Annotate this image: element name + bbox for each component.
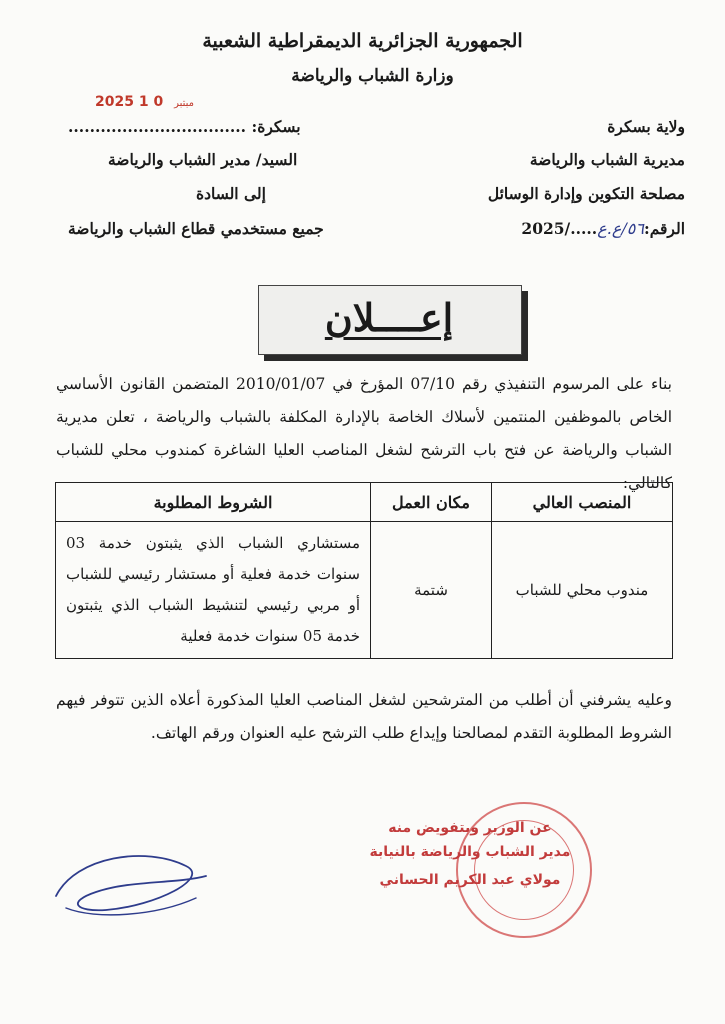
cell-place: شتمة [371,522,492,659]
republic-header: الجمهورية الجزائرية الديمقراطية الشعبية [202,30,523,52]
handwritten-signature [36,836,226,926]
reference-label: الرقم: [643,219,685,238]
reference-number [521,219,685,238]
date-stamp-day: 0 1 [138,94,164,110]
announcement-title: إعــــلان [324,295,454,340]
sender-wilaya: ولاية بسكرة [607,117,685,136]
place-date-line: بسكرة: ................................. [68,117,301,136]
date-stamp-year: 2025 [95,94,134,110]
signature-line-3: مولاي عبد الكريم الحساني [379,872,561,888]
signature-line-2: مدير الشباب والرياضة بالنيابة [369,844,571,860]
date-stamp [95,94,200,110]
header-conditions: الشروط المطلوبة [56,483,371,522]
table-row [56,522,673,659]
sender-service: مصلحة التكوين وإدارة الوسائل [487,184,685,203]
table-header-row [56,483,673,522]
ministry-header: وزارة الشباب والرياضة [291,66,454,86]
closing-paragraph: وعليه يشرفني أن أطلب من المترشحين لشغل المناصب العليا المذكورة أعلاه الذين تتوفر فيهم الشروط المطلوبة التقدم لمصالحنا وإيداع طلب الترشح عليه العنوان ورقم الهاتف. [56,691,672,742]
date-stamp-month: مبتبر [174,98,195,109]
signature-line-1: عن الوزير وبتفويض منه [388,820,552,836]
posts-table [55,482,673,659]
to-line: إلى السادة [196,184,266,203]
cell-conditions: مستشاري الشباب الذي يثبتون خدمة 03 سنوات خدمة فعلية أو مستشار رئيسي للشباب أو مربي رئيسي لتنشيط الشباب الذي يثبتون خدمة 05 سنوات خدمة فعلية [56,522,371,659]
from-line: السيد/ مدير الشباب والرياضة [108,150,298,169]
sender-directorate: مديرية الشباب والرياضة [529,150,685,169]
header-post: المنصب العالي [492,483,673,522]
cell-post: مندوب محلي للشباب [492,522,673,659]
reference-handwritten: ٥٦/ع.ع [597,219,644,238]
intro-paragraph: بناء على المرسوم التنفيذي رقم 07/10 المؤرخ في 2010/01/07 المتضمن القانون الأساسي الخاص بالموظفين المنتمين لأسلاك الخاصة بالإدارة المكلفة بالشباب والرياضة ، تعلن مديرية الشباب والرياضة عن فتح باب الترشح لشغل المناصب العليا الشاغرة كمندوب محلي للشباب كالتالي: [56,375,672,492]
header-place: مكان العمل [371,483,492,522]
audience-line: جميع مستخدمي قطاع الشباب والرياضة [68,219,324,238]
reference-suffix: ...../2025 [521,219,598,238]
signature-block [300,800,620,940]
